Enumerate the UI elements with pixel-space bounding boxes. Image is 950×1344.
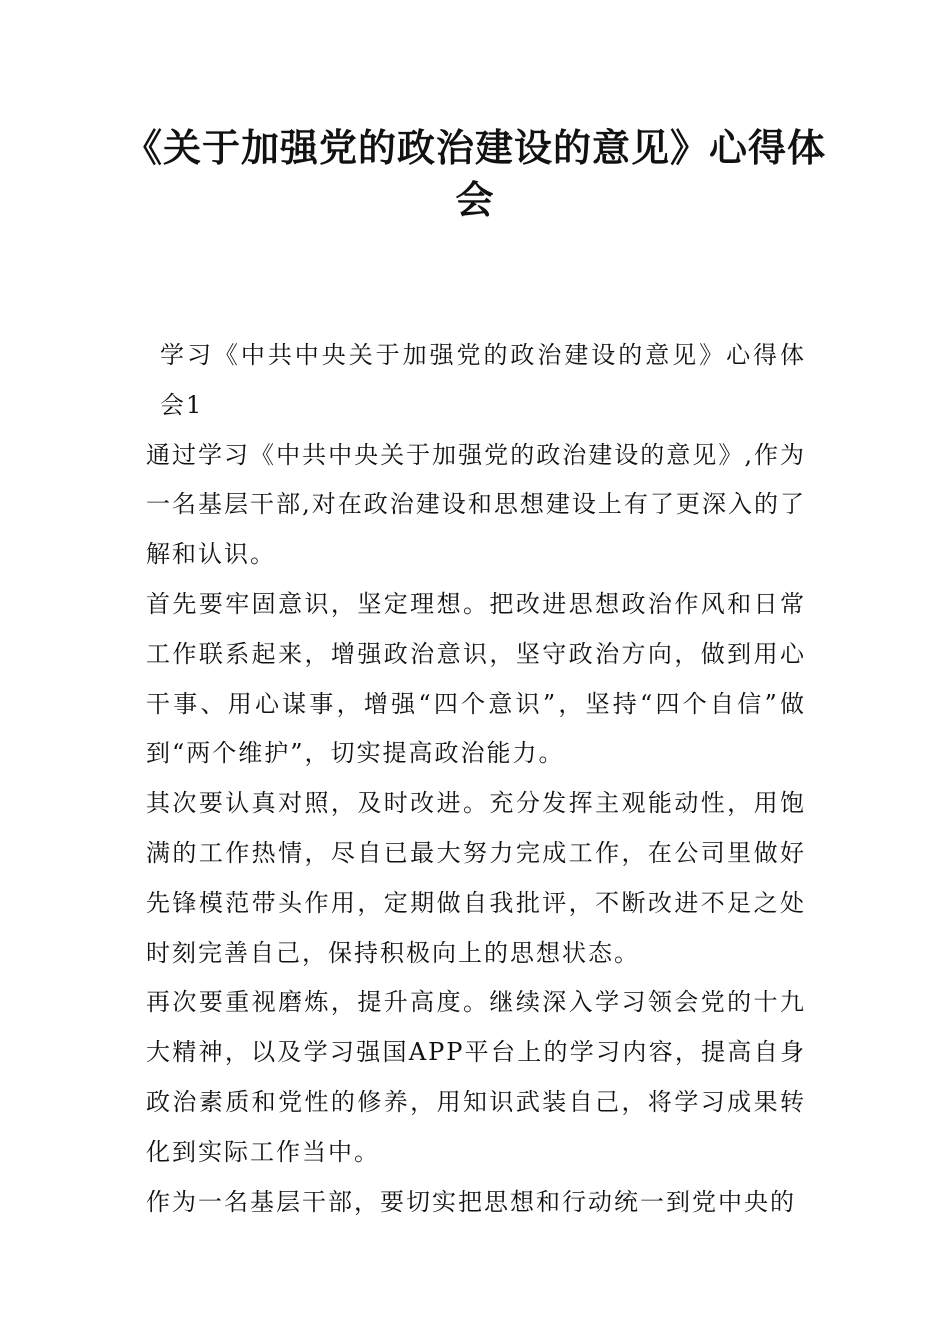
document-body (146, 331, 806, 1227)
document-title: 《关于加强党的政治建设的意见》心得体会 (123, 125, 826, 222)
body-paragraph-3: 其次要认真对照，及时改进。充分发挥主观能动性，用饱满的工作热情，尽自已最大努力完成工作，在公司里做好先锋模范带头作用，定期做自我批评，不断改进不足之处时刻完善自己，保持积极向上的思想状态。 (146, 789, 806, 967)
body-paragraph-4: 再次要重视磨炼，提升高度。继续深入学习领会党的十九大精神，以及学习强国APP平台上的学习内容，提高自身政治素质和党性的修养，用知识武装自己，将学习成果转化到实际工作当中。 (146, 988, 806, 1166)
body-paragraph-5: 作为一名基层干部，要切实把思想和行动统一到党中央的 (146, 1187, 796, 1216)
body-paragraph-2: 首先要牢固意识，坚定理想。把改进思想政治作风和日常工作联系起来，增强政治意识，坚守政治方向，做到用心干事、用心谋事，增强“四个意识”，坚持“四个自信”做到“两个维护”，切实提高政治能力。 (146, 589, 806, 768)
body-paragraph-1: 通过学习《中共中央关于加强党的政治建设的意见》,作为一名基层干部,对在政治建设和思想建设上有了更深入的了解和认识。 (146, 440, 806, 569)
document-subtitle: 学习《中共中央关于加强党的政治建设的意见》心得体会1 (160, 341, 806, 419)
